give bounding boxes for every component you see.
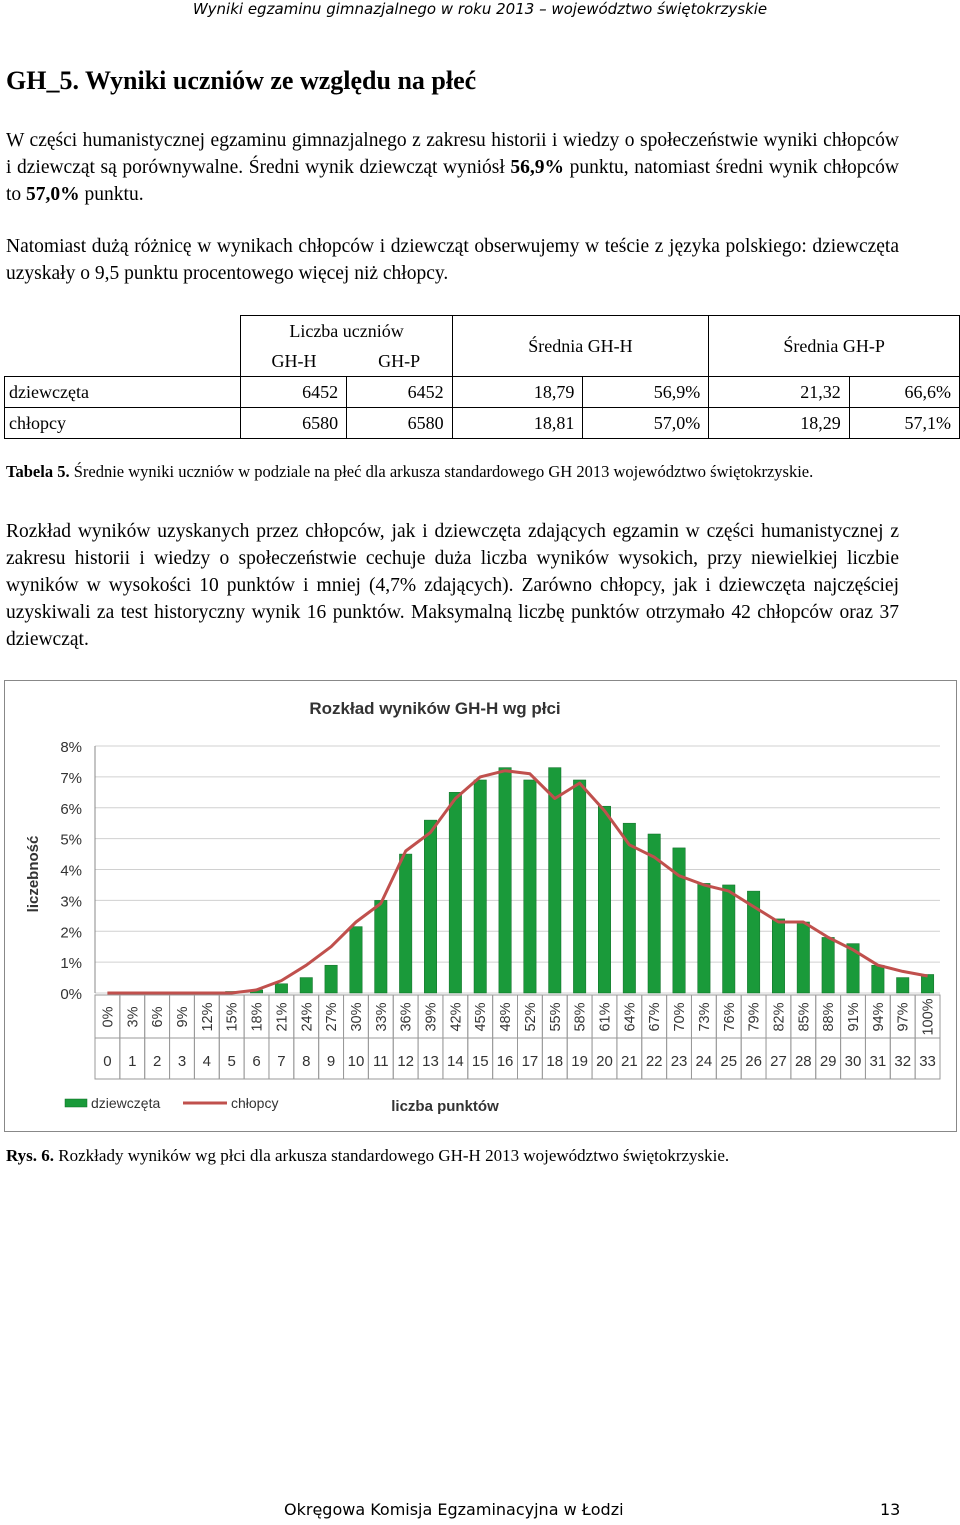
y-tick-label: 6% bbox=[60, 800, 82, 818]
bar-girls bbox=[549, 768, 561, 993]
bar-girls bbox=[822, 937, 834, 993]
cell-avg-ghp-pct: 66,6% bbox=[849, 377, 959, 408]
y-tick-label: 5% bbox=[60, 831, 82, 849]
percent-label: 45% bbox=[473, 1002, 490, 1032]
footer-institution: Okręgowa Komisja Egzaminacyjna w Łodzi bbox=[284, 1500, 624, 1519]
x-tick-label: 3 bbox=[177, 1053, 187, 1070]
bar-girls bbox=[300, 978, 312, 993]
x-tick-label: 20 bbox=[596, 1053, 613, 1070]
percent-label: 6% bbox=[150, 1006, 167, 1028]
page-number: 13 bbox=[880, 1500, 901, 1519]
x-tick-label: 1 bbox=[128, 1053, 137, 1070]
percent-label: 3% bbox=[125, 1006, 142, 1028]
y-tick-label: 0% bbox=[60, 986, 82, 1003]
paragraph-polish-difference: Natomiast dużą różnicę w wynikach chłopców i dziewcząt obserwujemy w teście z języka polskiego: dziewczęta uzyskały o 9,5 punktu procentowego więcej niż chłopcy. bbox=[6, 236, 899, 284]
percent-label: 15% bbox=[224, 1002, 241, 1032]
percent-label: 27% bbox=[324, 1002, 341, 1032]
y-tick-label: 3% bbox=[60, 893, 82, 911]
bar-girls bbox=[797, 922, 809, 993]
percent-label: 0% bbox=[100, 1006, 117, 1028]
table-caption-text: Średnie wyniki uczniów w podziale na płeć dla arkusza standardowego GH 2013 województwo świętokrzyskie. bbox=[69, 462, 814, 481]
x-tick-label: 10 bbox=[347, 1053, 365, 1070]
x-tick-label: 21 bbox=[620, 1053, 638, 1070]
percent-label: 91% bbox=[846, 1002, 863, 1032]
bar-girls bbox=[375, 900, 387, 993]
cell-n-ghp: 6580 bbox=[347, 408, 453, 439]
bar-girls bbox=[897, 978, 909, 993]
cell-avg-ghp-pts: 21,32 bbox=[709, 377, 850, 408]
legend-girls-swatch bbox=[65, 1099, 87, 1107]
paragraph-1a: W części humanistycznej egzaminu gimnazjalnego z zakresu historii i wiedzy o społeczeństwie wyniki chłopców i dziewcząt są porównywalne. Średni wynik dziewcząt wyniósł bbox=[6, 130, 899, 178]
x-tick-label: 25 bbox=[720, 1053, 738, 1070]
percent-label: 79% bbox=[746, 1002, 763, 1032]
percent-label: 94% bbox=[870, 1002, 887, 1032]
figure-caption-text: Rozkłady wyników wg płci dla arkusza standardowego GH-H 2013 województwo świętokrzyskie. bbox=[54, 1146, 730, 1165]
x-tick-label: 16 bbox=[496, 1053, 514, 1070]
chart-title: Rozkład wyników GH-H wg płci bbox=[309, 699, 561, 718]
percent-label: 88% bbox=[821, 1002, 838, 1032]
girls-average: 56,9% bbox=[510, 157, 565, 178]
x-tick-label: 23 bbox=[670, 1053, 688, 1070]
bar-girls bbox=[598, 806, 610, 993]
x-tick-label: 5 bbox=[227, 1053, 236, 1070]
y-tick-label: 4% bbox=[60, 862, 82, 880]
x-tick-label: 28 bbox=[794, 1053, 812, 1070]
bar-girls bbox=[499, 768, 511, 993]
bar-girls bbox=[449, 792, 461, 993]
bar-girls bbox=[350, 927, 362, 993]
percent-label: 30% bbox=[348, 1002, 365, 1032]
bar-girls bbox=[723, 885, 735, 993]
x-tick-label: 9 bbox=[326, 1053, 336, 1070]
percent-label: 18% bbox=[249, 1002, 266, 1032]
figure-caption bbox=[6, 1146, 729, 1166]
cell-avg-ghh-pct: 57,0% bbox=[583, 408, 709, 439]
y-tick-label: 7% bbox=[60, 769, 82, 787]
x-tick-label: 17 bbox=[521, 1053, 539, 1070]
x-tick-label: 31 bbox=[869, 1053, 887, 1070]
cell-avg-ghh-pts: 18,81 bbox=[452, 408, 583, 439]
header-avg-ghp: Średnia GH-P bbox=[709, 316, 960, 377]
table-row bbox=[5, 377, 960, 408]
x-tick-label: 26 bbox=[745, 1053, 762, 1070]
cell-n-ghp: 6452 bbox=[347, 377, 453, 408]
bar-girls bbox=[275, 984, 287, 993]
cell-n-ghh: 6580 bbox=[241, 408, 347, 439]
x-tick-label: 27 bbox=[770, 1053, 787, 1070]
percent-label: 97% bbox=[895, 1002, 912, 1032]
x-tick-label: 30 bbox=[844, 1053, 862, 1070]
distribution-chart bbox=[5, 681, 956, 1131]
percent-label: 82% bbox=[771, 1002, 788, 1032]
running-header-text: Wyniki egzaminu gimnazjalnego w roku 2013 – województwo świętokrzyskie bbox=[192, 0, 768, 18]
percent-label: 76% bbox=[721, 1002, 738, 1032]
x-tick-label: 0 bbox=[103, 1053, 112, 1070]
cell-avg-ghh-pct: 56,9% bbox=[583, 377, 709, 408]
bar-girls bbox=[673, 848, 685, 993]
cell-avg-ghh-pts: 18,79 bbox=[452, 377, 583, 408]
results-table bbox=[4, 315, 960, 439]
header-ghh: GH-H bbox=[241, 346, 347, 377]
y-tick-label: 1% bbox=[60, 955, 82, 973]
bar-girls bbox=[474, 780, 486, 993]
chart-xlabel: liczba punktów bbox=[391, 1098, 499, 1115]
percent-label: 39% bbox=[423, 1002, 440, 1032]
y-tick-label: 2% bbox=[60, 924, 82, 942]
bar-girls bbox=[623, 823, 635, 993]
header-ghp: GH-P bbox=[347, 346, 453, 377]
x-tick-label: 4 bbox=[202, 1053, 212, 1070]
legend-girls-label: dziewczęta bbox=[91, 1095, 161, 1111]
percent-label: 48% bbox=[498, 1002, 515, 1032]
bar-girls bbox=[524, 780, 536, 993]
chart-ylabel: liczebność bbox=[25, 835, 42, 913]
percent-label: 42% bbox=[448, 1002, 465, 1032]
bar-girls bbox=[325, 965, 337, 993]
percent-label: 64% bbox=[622, 1002, 639, 1032]
percent-label: 55% bbox=[547, 1002, 564, 1032]
bar-girls bbox=[698, 883, 710, 993]
x-tick-label: 11 bbox=[373, 1053, 389, 1070]
percent-label: 21% bbox=[274, 1002, 291, 1032]
x-tick-label: 8 bbox=[302, 1053, 311, 1070]
figure-caption-label: Rys. 6. bbox=[6, 1146, 55, 1165]
row-label: chłopcy bbox=[5, 408, 241, 439]
percent-label: 85% bbox=[796, 1002, 813, 1032]
row-label: dziewczęta bbox=[5, 377, 241, 408]
percent-label: 12% bbox=[199, 1002, 216, 1032]
x-tick-label: 22 bbox=[645, 1053, 663, 1070]
percent-label: 70% bbox=[672, 1002, 689, 1032]
percent-label: 52% bbox=[522, 1002, 539, 1032]
paragraph-distribution: Rozkład wyników uzyskanych przez chłopców, jak i dziewczęta zdających egzamin w części humanistycznej z zakresu historii i wiedzy o społeczeństwie cechuje duża liczba wyników wysokich, przy niewielkiej liczbie wyników w wysokości 10 punktów i mniej (4,7% zdających). Zarówno chłopcy, jak i dziewczęta najczęściej uzyskiwali za test historyczny wynik 16 punktów. Maksymalną liczbę punktów otrzymało 42 chłopców oraz 37 dziewcząt. bbox=[6, 521, 899, 650]
header-avg-ghh: Średnia GH-H bbox=[452, 316, 709, 377]
x-tick-label: 7 bbox=[277, 1053, 286, 1070]
cell-avg-ghp-pct: 57,1% bbox=[849, 408, 959, 439]
percent-label: 9% bbox=[174, 1006, 191, 1028]
x-tick-label: 6 bbox=[252, 1053, 261, 1070]
x-tick-label: 2 bbox=[152, 1053, 162, 1070]
paragraph-1e: punktu. bbox=[79, 184, 144, 205]
boys-average: 57,0% bbox=[26, 184, 80, 205]
x-tick-label: 18 bbox=[546, 1053, 564, 1070]
percent-label: 24% bbox=[299, 1002, 316, 1032]
table-caption-label: Tabela 5. bbox=[6, 462, 70, 481]
table-row bbox=[5, 408, 960, 439]
x-tick-label: 12 bbox=[397, 1053, 415, 1070]
x-tick-label: 14 bbox=[447, 1053, 464, 1070]
legend-boys-label: chłopcy bbox=[231, 1095, 279, 1111]
header-student-count: Liczba uczniów bbox=[241, 316, 452, 347]
x-tick-label: 13 bbox=[422, 1053, 439, 1070]
paragraph-gender-intro bbox=[6, 127, 899, 208]
paragraph-1c: punktu, natomiast średni wynik chłopców to bbox=[6, 157, 900, 205]
percent-label: 73% bbox=[696, 1002, 713, 1032]
bar-girls bbox=[399, 854, 411, 993]
percent-label: 58% bbox=[572, 1002, 589, 1032]
x-tick-label: 24 bbox=[695, 1053, 713, 1070]
running-header bbox=[0, 0, 960, 22]
cell-n-ghh: 6452 bbox=[241, 377, 347, 408]
percent-label: 36% bbox=[398, 1002, 415, 1032]
percent-label: 100% bbox=[920, 998, 937, 1036]
x-tick-label: 32 bbox=[894, 1053, 912, 1070]
cell-avg-ghp-pts: 18,29 bbox=[709, 408, 850, 439]
percent-label: 33% bbox=[373, 1002, 390, 1032]
percent-label: 61% bbox=[597, 1002, 614, 1032]
x-tick-label: 29 bbox=[819, 1053, 837, 1070]
chart-container bbox=[4, 680, 957, 1132]
bar-girls bbox=[424, 820, 436, 993]
percent-label: 67% bbox=[647, 1002, 664, 1032]
x-tick-label: 19 bbox=[571, 1053, 588, 1070]
x-tick-label: 15 bbox=[471, 1053, 489, 1070]
bar-girls bbox=[772, 919, 784, 993]
y-tick-label: 8% bbox=[60, 739, 82, 756]
bar-girls bbox=[573, 780, 585, 993]
bar-girls bbox=[921, 974, 933, 993]
bar-girls bbox=[872, 965, 884, 993]
x-tick-label: 33 bbox=[919, 1053, 936, 1070]
section-title: GH_5. Wyniki uczniów ze względu na płeć bbox=[6, 66, 477, 95]
table-caption bbox=[6, 462, 899, 482]
